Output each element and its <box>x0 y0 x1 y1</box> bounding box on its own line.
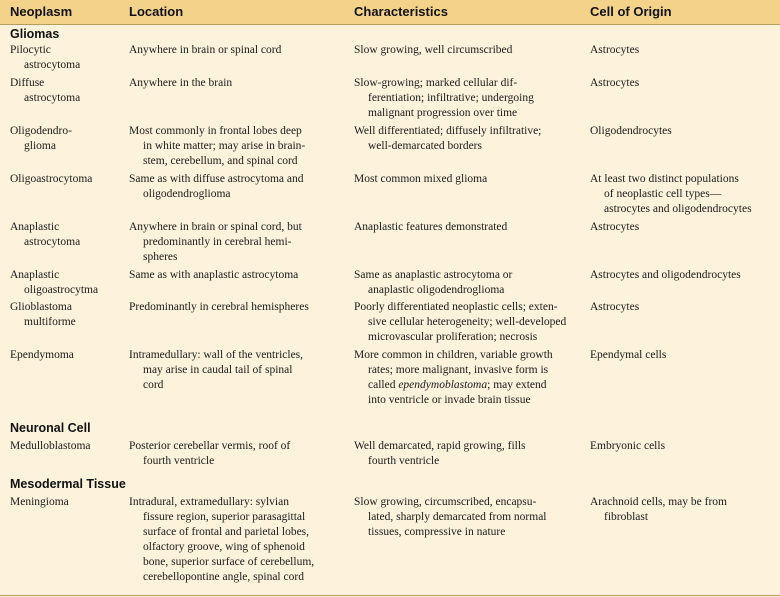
section-heading-gliomas: Gliomas <box>10 27 60 41</box>
table-header <box>0 0 780 25</box>
neoplasm-cell: Oligoastrocytoma <box>10 173 93 185</box>
characteristics-cell: More common in children, variable growth rates; more malignant, invasive form is called ependymoblastoma; may extend into ventricle or invade brain tissue <box>354 349 553 406</box>
neoplasm-cell: Glioblastoma multiforme <box>10 301 76 328</box>
location-cell: Predominantly in cerebral hemispheres <box>129 301 309 313</box>
characteristics-cell: Slow growing, well circumscribed <box>354 44 513 56</box>
neoplasm-cell: Oligodendro- glioma <box>10 125 72 152</box>
origin-cell: Astrocytes <box>590 44 640 56</box>
characteristics-cell: Slow-growing; marked cellular dif- ferentiation; infiltrative; undergoing malignant progression over time <box>354 77 534 119</box>
neoplasm-cell: Anaplastic astrocytoma <box>10 221 81 248</box>
characteristics-cell: Slow growing, circumscribed, encapsu- lated, sharply demarcated from normal tissues, compressive in nature <box>354 496 547 538</box>
origin-cell: Astrocytes <box>590 301 640 313</box>
neoplasm-cell: Ependymoma <box>10 349 74 361</box>
header-neoplasm: Neoplasm <box>10 4 73 19</box>
neoplasm-cell: Diffuse astrocytoma <box>10 77 81 104</box>
origin-cell: At least two distinct populations of neoplastic cell types— astrocytes and oligodendrocytes <box>590 173 752 215</box>
location-cell: Same as with anaplastic astrocytoma <box>129 269 299 281</box>
origin-cell: Astrocytes and oligodendrocytes <box>590 269 741 281</box>
header-characteristics: Characteristics <box>354 4 448 19</box>
location-cell: Anywhere in the brain <box>129 77 233 89</box>
characteristics-cell: Same as anaplastic astrocytoma or anaplastic oligodendroglioma <box>354 269 513 296</box>
section-heading-mesodermal-tissue: Mesodermal Tissue <box>10 477 126 491</box>
origin-cell: Astrocytes <box>590 221 640 233</box>
origin-cell: Embryonic cells <box>590 440 666 452</box>
location-cell: Same as with diffuse astrocytoma and oligodendroglioma <box>129 173 304 200</box>
location-cell: Most commonly in frontal lobes deep in white matter; may arise in brain- stem, cerebellum, and spinal cord <box>129 125 306 167</box>
table-bottom-rule <box>0 595 780 596</box>
origin-cell: Ependymal cells <box>590 349 667 361</box>
location-cell: Anywhere in brain or spinal cord <box>129 44 282 56</box>
characteristics-cell: Well demarcated, rapid growing, fills fourth ventricle <box>354 440 526 467</box>
location-cell: Intramedullary: wall of the ventricles, may arise in caudal tail of spinal cord <box>129 349 304 391</box>
location-cell: Anywhere in brain or spinal cord, but predominantly in cerebral hemi- spheres <box>129 221 302 263</box>
characteristics-cell: Well differentiated; diffusely infiltrative; well-demarcated borders <box>354 125 542 152</box>
location-cell: Posterior cerebellar vermis, roof of fourth ventricle <box>129 440 291 467</box>
origin-cell: Astrocytes <box>590 77 640 89</box>
origin-cell: Oligodendrocytes <box>590 125 672 137</box>
characteristics-cell: Poorly differentiated neoplastic cells; exten- sive cellular heterogeneity; well-developed microvascular proliferation; necrosis <box>354 301 567 343</box>
neoplasm-cell: Medulloblastoma <box>10 440 91 452</box>
origin-cell: Arachnoid cells, may be from fibroblast <box>590 496 727 523</box>
header-cell-of-origin: Cell of Origin <box>590 4 672 19</box>
section-heading-neuronal-cell: Neuronal Cell <box>10 421 91 435</box>
characteristics-cell: Anaplastic features demonstrated <box>354 221 508 233</box>
neoplasm-cell: Pilocytic astrocytoma <box>10 44 81 71</box>
neoplasm-cell: Anaplastic oligoastrocytma <box>10 269 99 296</box>
characteristics-cell: Most common mixed glioma <box>354 173 488 185</box>
neoplasm-cell: Meningioma <box>10 496 69 508</box>
location-cell: Intradural, extramedullary: sylvian fissure region, superior parasagittal surface of frontal and parietal lobes, olfactory groove, wing of sphenoid bone, superior surface of cerebellum, cerebellopontine angle, spinal cord <box>129 496 315 583</box>
header-location: Location <box>129 4 184 19</box>
